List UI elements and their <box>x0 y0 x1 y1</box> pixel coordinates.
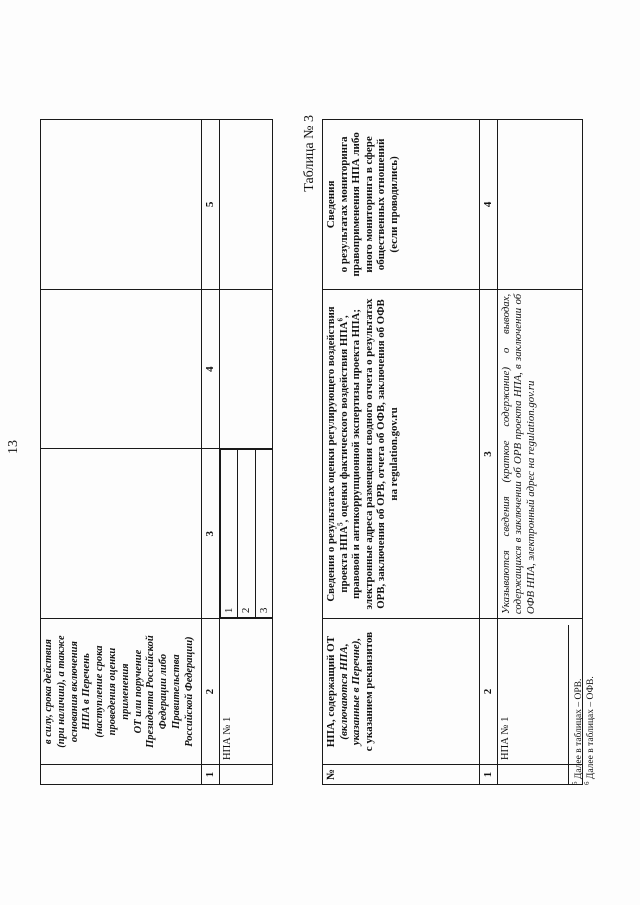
header-cell-law <box>323 619 480 765</box>
h-col4-line: общественных отношений <box>375 138 388 271</box>
table-title: Таблица № 3 <box>302 115 317 192</box>
prev-col2-line: основания включения <box>68 641 80 743</box>
column-number: 3 <box>202 449 220 619</box>
sub-row-number: 2 <box>238 450 256 618</box>
column-number: 2 <box>480 619 498 765</box>
column-number: 3 <box>480 289 498 618</box>
h-col2-line: указанные в Перечне), <box>350 637 363 746</box>
column-number: 5 <box>202 120 220 290</box>
footnote-text: Далее в таблицах – ОФВ. <box>586 676 596 780</box>
footnote <box>570 678 584 785</box>
column-number: 1 <box>480 764 498 784</box>
footnote-ref: 5 <box>336 522 344 526</box>
prev-col2-line: НПА в Перечень <box>81 653 93 730</box>
column-number-row <box>202 120 220 785</box>
row-description: Указываются сведения (краткое содержание) о выводах, содержащихся в заключении об ОРВ проекта НПА, в заключении об ОФВ НПА, электронный адрес на regulation.gov.ru <box>497 289 582 618</box>
column-number-row <box>480 120 498 785</box>
prev-col2-line: Правительства <box>170 654 182 729</box>
prev-col2-line: (при наличии), а также <box>55 635 67 748</box>
footnote <box>582 676 596 785</box>
table-row <box>497 120 582 785</box>
h-col3-text: , оценки фактического воздействия НПА <box>337 321 350 523</box>
footnote-mark: 6 <box>582 781 591 785</box>
prev-col2-line: в силу, срока действия <box>43 639 54 745</box>
header-cell-assessment <box>323 289 480 618</box>
table-3 <box>322 119 583 785</box>
prev-col2-line: применения <box>119 663 131 720</box>
h-col3-text: Сведения о результатах оценки регулирующего воздействия проекта НПА <box>325 306 350 602</box>
page-number: 13 <box>6 440 21 454</box>
footnote-divider <box>568 625 569 785</box>
sub-rows <box>220 449 273 618</box>
table-header-row <box>323 120 480 785</box>
prev-col2-line: Президента Российской <box>145 635 157 748</box>
sub-row-number: 3 <box>255 450 272 618</box>
row-label: НПА № 1 <box>497 619 582 765</box>
prev-col2-line: ОТ или поручение <box>132 649 144 734</box>
header-cell-number: № <box>323 764 480 784</box>
table-continued <box>40 119 273 785</box>
h-col4-line: Сведения <box>325 180 337 229</box>
column-number: 4 <box>480 120 498 290</box>
prev-col2-line: проведения оценки <box>106 647 118 736</box>
footnote-text: Далее в таблицах – ОРВ. <box>574 678 584 780</box>
h-col2-line: (включаются НПА, <box>337 643 350 740</box>
table-row <box>219 120 273 785</box>
h-col2-line: НПА, содержащий ОТ <box>325 635 337 748</box>
prev-col2-line: Федерации либо <box>158 653 170 730</box>
h-col4-line: иного мониторинга в сфере <box>362 136 375 273</box>
header-cell-law-details <box>41 619 202 765</box>
prev-col2-line: Российской Федерации) <box>183 636 195 747</box>
h-col4-line: (если проводились) <box>387 156 400 253</box>
h-col4-line: о результатах мониторинга <box>337 136 350 273</box>
row-label: НПА № 1 <box>219 619 273 765</box>
header-cell-monitoring <box>323 120 480 290</box>
prev-col2-line: (наступление срока <box>94 645 106 738</box>
column-number: 2 <box>202 619 220 765</box>
table-row <box>41 120 202 785</box>
column-number: 1 <box>202 765 220 785</box>
column-number: 4 <box>202 289 220 449</box>
h-col2-line: с указанием реквизитов <box>362 631 375 752</box>
sub-row-number: 1 <box>220 450 238 618</box>
footnote-mark: 5 <box>570 781 579 785</box>
h-col3-text: , правовой и антикоррупционной экспертизы проекта НПА; электронные адреса размещения сводного отчета о результатах ОРВ, заключения об ОРВ, отчета об ОФВ, заключения об ОФВ на regulation.gov.ru <box>337 298 400 610</box>
h-col4-line: правоприменения НПА либо <box>350 132 363 277</box>
footnote-ref: 6 <box>336 318 344 322</box>
